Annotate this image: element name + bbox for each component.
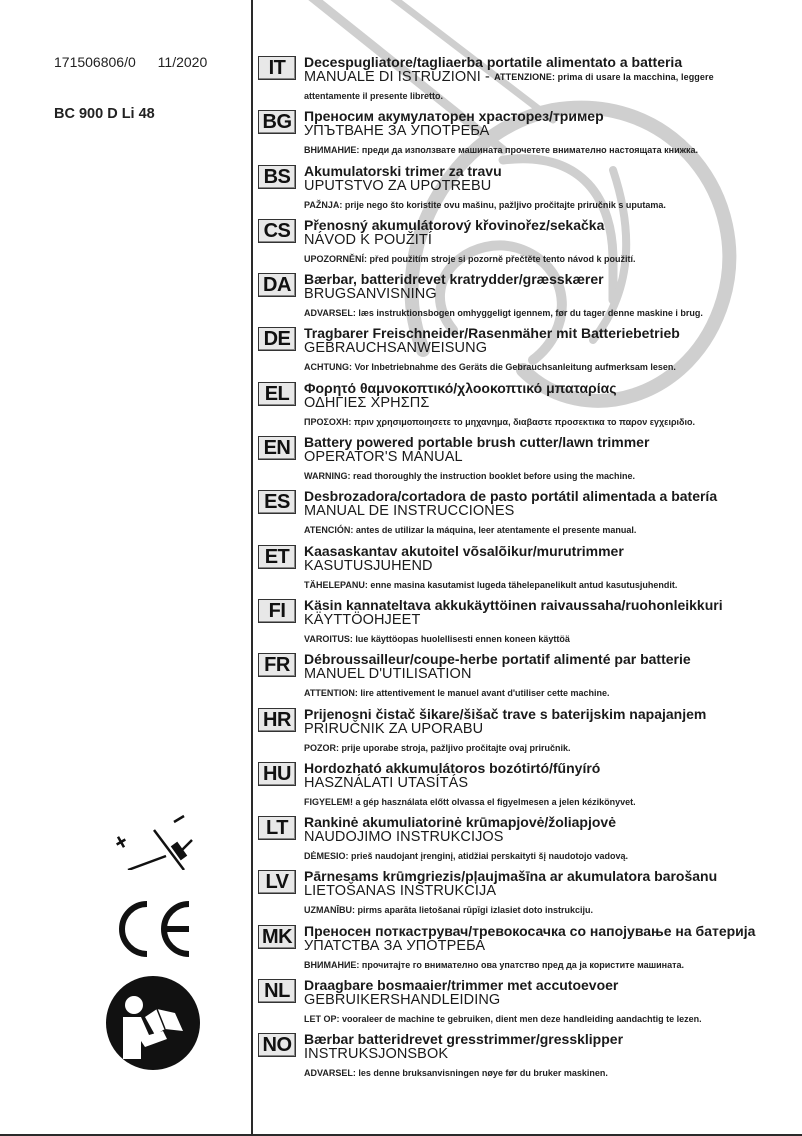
manual-subtitle: HASZNÁLATI UTASÍTÁS (304, 774, 469, 791)
product-title: Bærbar batteridrevet gresstrimmer/gressklipper (304, 1031, 624, 1048)
manual-subtitle: KÄYTTÖOHJEET (304, 611, 421, 628)
document-meta (54, 54, 207, 70)
warning-text: TÄHELEPANU: enne masina kasutamist lugeda tähelepanelikult antud kasutusjuhendit. (304, 579, 678, 590)
language-entry-no (258, 1031, 798, 1085)
manual-subtitle: PRIRUČNIK ZA UPORABU (304, 720, 484, 737)
language-code-badge: NO (258, 1033, 296, 1057)
language-code-badge: FI (258, 599, 296, 623)
ce-mark-icon (113, 900, 193, 958)
vertical-divider (251, 0, 253, 1136)
warning-text: attentamente il presente libretto. (304, 91, 444, 101)
language-entry-lt (258, 814, 798, 868)
manual-subtitle: УПЪТВАНЕ ЗА УПОТРЕБА (304, 123, 490, 140)
manual-subtitle: GEBRAUCHSANWEISUNG (304, 340, 488, 357)
warning-text: POZOR: prije uporabe stroja, pažljivo pročitajte ovaj priručnik. (304, 742, 571, 753)
warning-text: ADVARSEL: les denne bruksanvisningen nøye før du bruker maskinen. (304, 1068, 608, 1079)
language-code-badge: BS (258, 165, 296, 189)
read-manual-icon (105, 975, 201, 1071)
warning-text: ВНИМАНИЕ: прочитајте го внимателно ова упатство пред да ја користите машината. (304, 959, 685, 970)
language-code-badge: IT (258, 56, 296, 80)
language-entry-cs (258, 217, 798, 271)
language-entry-et (258, 543, 798, 597)
warning-text: ΠΡΟΣΟΧΗ: πριν χρησιμοποιησετε το μηχανημα, διαβαστε προσεκτικα το παρον εγχειριδιο. (304, 416, 695, 427)
manual-subtitle: NAUDOJIMO INSTRUKCIJOS (304, 829, 504, 846)
language-entry-hr (258, 706, 798, 760)
product-title: Akumulatorski trimer za travu (304, 162, 502, 179)
manual-subtitle: MANUEL D'UTILISATION (304, 666, 472, 683)
manual-subtitle: MANUAL DE INSTRUCCIONES (304, 503, 515, 520)
manual-subtitle-text: MANUALE DI ISTRUZIONI - (304, 69, 495, 85)
product-title: Decespugliatore/tagliaerba portatile alimentato a batteria (304, 54, 683, 70)
language-code-badge: ET (258, 545, 296, 569)
manual-subtitle: NÁVOD K POUŽITÍ (304, 231, 432, 248)
language-code-badge: EN (258, 436, 296, 460)
language-code-badge: LV (258, 870, 296, 894)
product-title: Bærbar, batteridrevet kratrydder/græsskærer (304, 271, 604, 288)
manual-subtitle: ΟΔΗΓΙΕΣ ΧΡΗΣΠΣ (304, 394, 430, 411)
language-entry-el (258, 380, 798, 434)
product-title: Kaasaskantav akutoitel võsalõikur/murutrimmer (304, 542, 624, 559)
product-title: Преносен поткаструвач/тревокосачка со напојување на батерија (304, 922, 756, 939)
manual-subtitle: KASUTUSJUHEND (304, 557, 433, 574)
warning-text: ATENCIÓN: antes de utilizar la máquina, leer atentamente el presente manual. (304, 525, 637, 536)
product-title: Desbrozadora/cortadora de pasto portátil alimentada a batería (304, 488, 718, 505)
language-code-badge: LT (258, 816, 296, 840)
language-entry-fr (258, 651, 798, 705)
manual-subtitle: OPERATOR'S MANUAL (304, 449, 463, 466)
language-code-badge: HR (258, 708, 296, 732)
language-entry-lv (258, 868, 798, 922)
product-title: Pārnesams krūmgriezis/pļaujmašīna ar akumulatora barošanu (304, 868, 718, 885)
language-code-badge: MK (258, 925, 296, 949)
language-entry-nl (258, 977, 798, 1031)
language-code-badge: FR (258, 653, 296, 677)
warning-text: LET OP: vooraleer de machine te gebruiken, dient men deze handleiding aandachtig te lezen. (304, 1014, 702, 1025)
language-entry-fi (258, 597, 798, 651)
manual-subtitle: UPUTSTVO ZA UPOTREBU (304, 177, 492, 194)
warning-text: ADVARSEL: læs instruktionsbogen omhyggeligt igennem, før du tager denne maskine i brug. (304, 308, 703, 319)
manual-subtitle: INSTRUKSJONSBOK (304, 1046, 449, 1063)
model-name: BC 900 D Li 48 (54, 106, 155, 122)
product-title: Prijenosni čistač šikare/šišač trave s baterijskim napajanjem (304, 705, 707, 722)
product-title: Hordozható akkumulátoros bozótirtó/fűnyíró (304, 759, 601, 776)
inline-warning: ATTENZIONE: prima di usare la macchina, leggere (494, 72, 714, 82)
language-code-badge: DA (258, 273, 296, 297)
warning-text: ACHTUNG: Vor Inbetriebnahme des Geräts die Gebrauchsanleitung aufmerksam lesen. (304, 362, 676, 373)
warning-text: VAROITUS: lue käyttöopas huolellisesti ennen koneen käyttöä (304, 633, 570, 644)
language-code-badge: DE (258, 327, 296, 351)
language-entry-es (258, 488, 798, 542)
battery-polarity-icon (114, 802, 194, 870)
warning-text: UZMANĪBU: pirms aparāta lietošanai rūpīgi izlasiet doto instrukciju. (304, 905, 594, 916)
language-entry-bs (258, 163, 798, 217)
language-entry-it (258, 54, 798, 108)
warning-text: ВНИМАНИЕ: преди да използвате машината прочетете внимателно настоящата книжка. (304, 145, 699, 156)
product-title: Tragbarer Freischneider/Rasenmäher mit Batteriebetrieb (304, 325, 680, 342)
manual-subtitle: УПАТСТВА ЗА УПОТРЕБА (304, 937, 486, 954)
language-list (258, 54, 798, 1086)
warning-text: WARNING: read thoroughly the instruction booklet before using the machine. (304, 471, 636, 482)
product-title: Battery powered portable brush cutter/lawn trimmer (304, 434, 650, 451)
language-entry-en (258, 434, 798, 488)
document-date: 11/2020 (157, 54, 208, 70)
warning-text: ATTENTION: lire attentivement le manuel avant d'utiliser cette machine. (304, 688, 610, 699)
language-entry-mk (258, 923, 798, 977)
manual-subtitle: LIETOŠANAS INSTRUKCIJA (304, 883, 497, 900)
warning-text: PAŽNJA: prije nego što koristite ovu mašinu, pažljivo pročitajte priručnik s uputama. (304, 199, 666, 210)
language-entry-de (258, 325, 798, 379)
document-code: 171506806/0 (54, 54, 136, 70)
manual-subtitle: GEBRUIKERSHANDLEIDING (304, 992, 501, 1009)
language-code-badge: CS (258, 219, 296, 243)
language-entry-da (258, 271, 798, 325)
product-title: Rankinė akumuliatorinė krūmapjovė/žoliapjovė (304, 814, 616, 831)
language-code-badge: HU (258, 762, 296, 786)
product-title: Преносим акумулаторен храсторез/тример (304, 108, 604, 125)
warning-text: UPOZORNĚNÍ: před použitím stroje si pozorně přečtěte tento návod k použití. (304, 253, 636, 264)
warning-text: DĖMESIO: prieš naudojant įrenginį, atidžiai perskaityti šį naudotojo vadovą. (304, 851, 629, 862)
language-code-badge: EL (258, 382, 296, 406)
manual-subtitle: BRUGSANVISNING (304, 286, 437, 303)
language-code-badge: ES (258, 490, 296, 514)
warning-text: FIGYELEM! a gép használata előtt olvassa el figyelmesen a jelen kézikönyvet. (304, 796, 636, 807)
product-title: Φορητό θαμνοκοπτικό/χλοοκοπτικό μπαταρίας (304, 379, 617, 396)
language-entry-bg (258, 108, 798, 162)
product-title: Přenosný akumulátorový křovinořez/sekačka (304, 216, 605, 233)
language-code-badge: NL (258, 979, 296, 1003)
product-title: Draagbare bosmaaier/trimmer met accutoevoer (304, 977, 619, 994)
language-code-badge: BG (258, 110, 296, 134)
product-title: Käsin kannateltava akkukäyttöinen raivaussaha/ruohonleikkuri (304, 596, 723, 613)
manual-subtitle (304, 69, 714, 86)
language-entry-hu (258, 760, 798, 814)
product-title: Débroussailleur/coupe-herbe portatif alimenté par batterie (304, 651, 691, 668)
